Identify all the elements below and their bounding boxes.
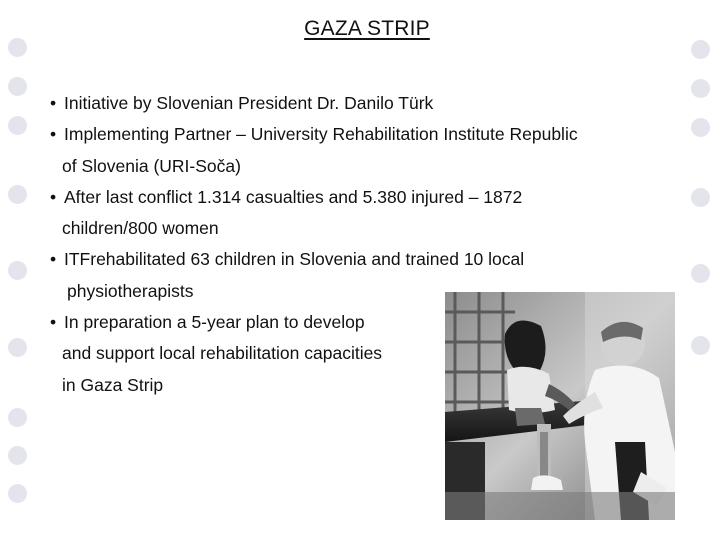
bullet-item (50, 88, 670, 119)
bullet-text-continued: and support local rehabilitation capacities (62, 343, 383, 364)
decor-dot (691, 79, 710, 98)
decor-dot (8, 185, 27, 204)
left-dot-column (8, 0, 32, 540)
bullet-mark: • (50, 93, 57, 113)
bullet-text-continued: children/800 women (62, 218, 219, 239)
right-dot-column (691, 0, 715, 540)
decor-dot (8, 77, 27, 96)
decor-dot (691, 118, 710, 137)
photo-illustration (445, 292, 675, 520)
bullet-item (50, 182, 670, 245)
page-title: GAZA STRIP (304, 17, 430, 40)
floor-shape (445, 492, 675, 520)
decor-dot (691, 336, 710, 355)
bullet-text: After last conflict 1.314 casualties and 5.380 injured – 1872 (64, 186, 523, 207)
bullet-text-continued: physiotherapists (67, 280, 194, 301)
bullet-text: ITFrehabilitated 63 children in Slovenia and trained 10 local (64, 249, 525, 270)
bullet-text: Initiative by Slovenian President Dr. Danilo Türk (64, 93, 434, 113)
decor-dot (691, 40, 710, 59)
bullet-text-continued: in Gaza Strip (62, 374, 164, 395)
decor-dot (8, 261, 27, 280)
decor-dot (8, 116, 27, 135)
decor-dot (8, 338, 27, 357)
decor-dot (8, 484, 27, 503)
bullet-mark: • (50, 249, 57, 270)
bullet-mark: • (50, 124, 57, 145)
bullet-text-continued: of Slovenia (URI-Soča) (62, 155, 241, 176)
decor-dot (8, 446, 27, 465)
decor-dot (8, 408, 27, 427)
decor-dot (691, 188, 710, 207)
decor-dot (691, 264, 710, 283)
bullet-mark: • (50, 186, 57, 207)
rehabilitation-photo (445, 292, 675, 520)
bullet-item (50, 119, 670, 182)
bullet-text: In preparation a 5-year plan to develop (64, 312, 365, 333)
bullet-mark: • (50, 312, 57, 333)
bullet-text: Implementing Partner – University Rehabilitation Institute Republic (64, 124, 578, 145)
